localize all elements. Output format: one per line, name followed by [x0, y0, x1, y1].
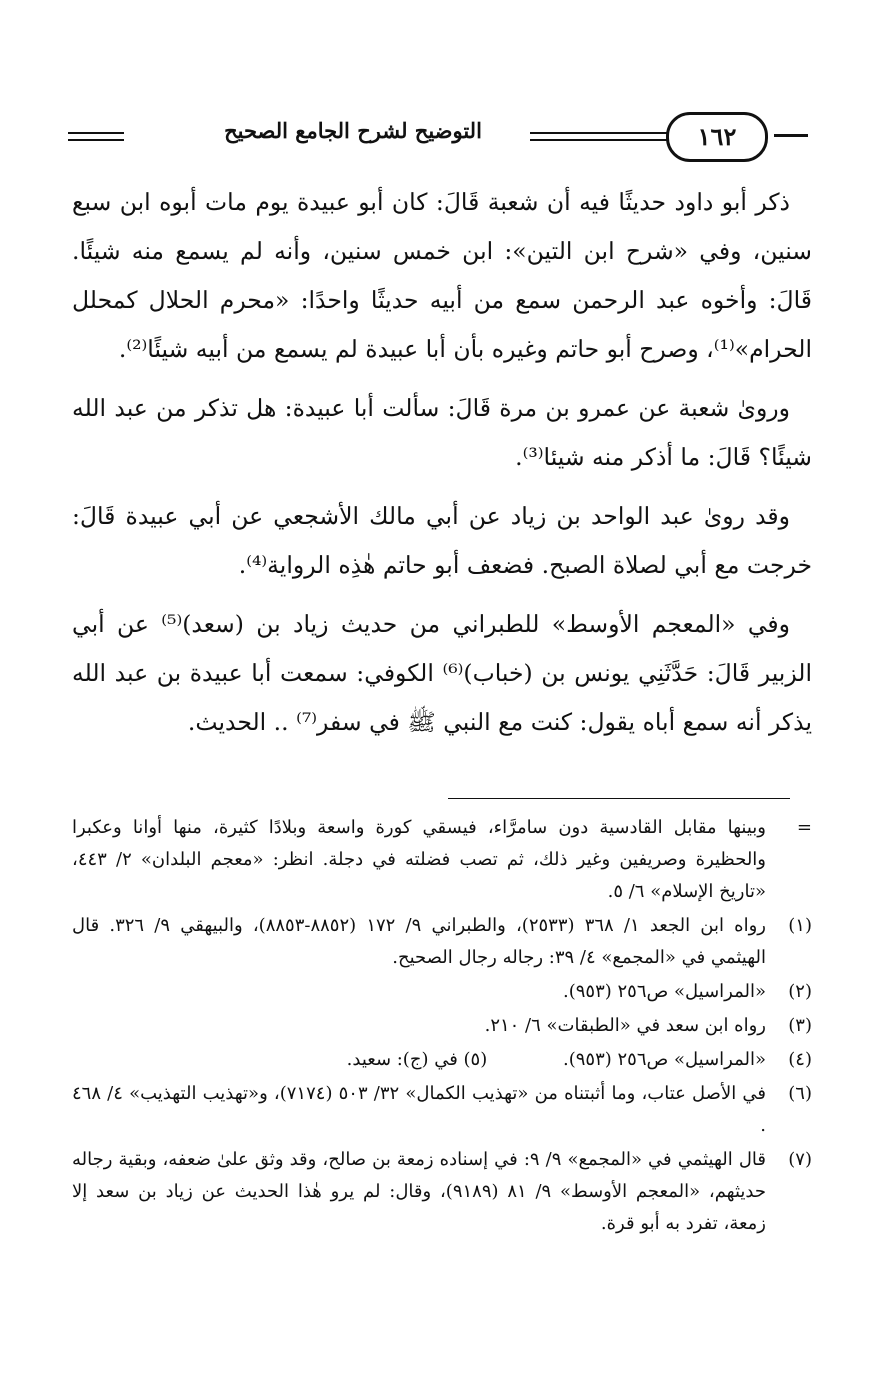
header-rule-middle-top: [530, 132, 686, 134]
footnote-text: رواه ابن سعد في «الطبقات» ٦/ ٢١٠.: [484, 1015, 766, 1036]
footnote-text: قال الهيثمي في «المجمع» ٩/ ٩: في إسناده زمعة بن صالح، وقد وثق علىٰ ضعفه، وبقية رجاله حديثهم، «المعجم الأوسط» ٩/ ٨١ (٩١٨٩)، وقال: لم يرو هٰذا الحديث عن زياد بن سعد إلا زمعة، تفرد به أبو قرة.: [72, 1149, 766, 1234]
footnote: [72, 1144, 812, 1240]
footnote: [72, 1078, 812, 1142]
paragraph: ذكر أبو داود حديثًا فيه أن شعبة قَالَ: كان أبو عبيدة يوم مات أبوه ابن سبع سنين، وفي «شرح ابن التين»: ابن خمس سنين، وأنه لم يسمع منه شيئًا. قَالَ: وأخوه عبد الرحمن سمع من أبيه حديثًا واحدًا: «محرم الحلال كمحلل الحرام»⁽¹⁾، وصرح أبو حاتم وغيره بأن أبا عبيدة لم يسمع من أبيه شيئًا⁽²⁾.: [72, 188, 812, 363]
paragraph: وقد روىٰ عبد الواحد بن زياد عن أبي مالك الأشجعي عن أبي عبيدة قَالَ: خرجت مع أبي لصلاة الصبح. فضعف أبو حاتم هٰذِه الرواية⁽⁴⁾.: [72, 502, 812, 579]
paragraph: وفي «المعجم الأوسط» للطبراني من حديث زياد بن (سعد)⁽⁵⁾ عن أبي الزبير قَالَ: حَدَّثَنِي يونس بن (خباب)⁽⁶⁾ الكوفي: سمعت أبا عبيدة بن عبد الله يذكر أنه سمع أباه يقول: كنت مع النبي ﷺ في سفر⁽⁷⁾ .. الحديث.: [72, 610, 812, 736]
footnote-text: في الأصل عتاب، وما أثبتناه من «تهذيب الكمال» ٣٢/ ٥٠٣ (٧١٧٤)، و«تهذيب التهذيب» ٤/ ٤٦٨ .: [72, 1083, 766, 1136]
page-header: [68, 112, 808, 160]
footnote-text: وبينها مقابل القادسية دون سامرَّاء، فيسقي كورة واسعة وبلادًا كثيرة، منها أوانا وعكبرا والحظيرة وصريفين وغير ذلك، ثم تصب فضلته في دجلة. انظر: «معجم البلدان» ٢/ ٤٤٣، «تاريخ الإسلام» ٦/ ٥.: [72, 817, 766, 902]
paragraph: وروىٰ شعبة عن عمرو بن مرة قَالَ: سألت أبا عبيدة: هل تذكر من عبد الله شيئًا؟ قَالَ: ما أذكر منه شيئا⁽³⁾.: [72, 394, 812, 471]
footnote: [72, 976, 812, 1008]
footnote: [72, 1010, 812, 1042]
footnote-number: (١): [788, 915, 812, 936]
footnote-number: (٤): [788, 1049, 812, 1070]
footnote-text: «المراسيل» ص٢٥٦ (٩٥٣).: [562, 981, 766, 1002]
footnote-number: =: [796, 817, 812, 838]
footnote: [72, 910, 812, 974]
main-text: [72, 178, 812, 757]
header-rule-right: [774, 134, 808, 137]
header-rule-middle-bottom: [530, 139, 686, 141]
footnote-text-part: «المراسيل» ص٢٥٦ (٩٥٣).: [562, 1049, 766, 1070]
footnote-separator: [448, 798, 790, 799]
footnote-inline-note: (٥) في (ج): سعيد.: [346, 1049, 488, 1070]
header-rule-left-top: [68, 132, 124, 134]
running-title: التوضيح لشرح الجامع الصحيح: [224, 118, 482, 143]
footnote-number: (٧): [788, 1149, 812, 1170]
footnote-number: (٢): [788, 981, 812, 1002]
footnote: [72, 812, 812, 908]
page-number: ١٦٢: [666, 112, 768, 162]
footnote: [72, 1044, 812, 1076]
footnotes: [72, 812, 812, 1242]
footnote-number: (٦): [788, 1083, 812, 1104]
footnote-number: (٣): [788, 1015, 812, 1036]
header-rule-left-bottom: [68, 139, 124, 141]
footnote-text: [72, 1044, 766, 1076]
footnote-text: رواه ابن الجعد ١/ ٣٦٨ (٢٥٣٣)، والطبراني ٩/ ١٧٢ (٨٨٥٢-٨٨٥٣)، والبيهقي ٩/ ٣٢٦. قال الهيثمي في «المجمع» ٤/ ٣٩: رجاله رجال الصحيح.: [72, 915, 766, 968]
